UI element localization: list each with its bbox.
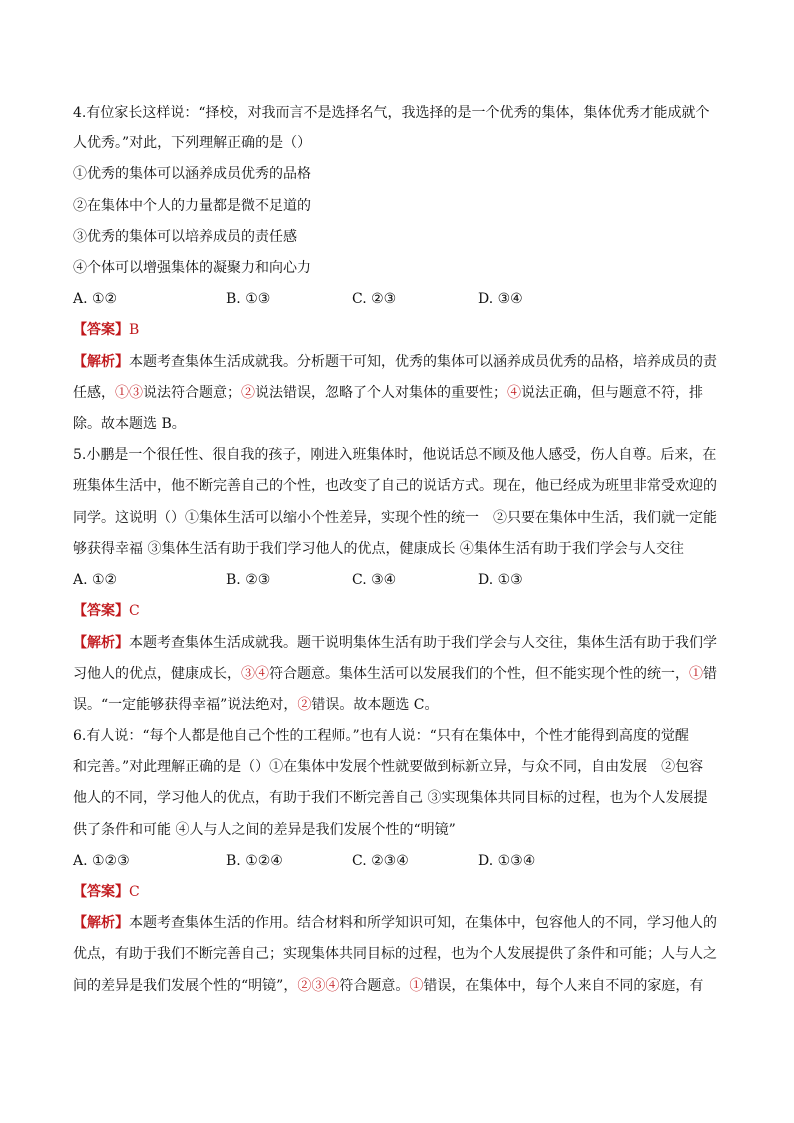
- q4-answer: [73, 321, 139, 339]
- q5-option-c: C. ③④: [352, 572, 397, 588]
- q4-analysis-line-1: [73, 353, 717, 371]
- option-ref: ①: [689, 666, 703, 682]
- q5-option-b: B. ②③: [226, 572, 271, 588]
- answer-tag: 【答案】: [73, 603, 129, 619]
- option-ref: ②: [241, 385, 255, 401]
- q6-stem-line-1: 6.有人说：“每个人都是他自己个性的工程师。”也有人说：“只有在集体中，个性才能得到高度的觉醒: [73, 728, 689, 744]
- q4-option-c: C. ②③: [352, 291, 397, 307]
- analysis-text: 错误。故本题选 C。: [311, 697, 439, 713]
- q6-analysis-line-3: [73, 977, 703, 995]
- analysis-text: 错: [703, 666, 717, 682]
- q5-stem-line-2: 班集体生活中，他不断完善自己的个性，也改变了自己的说话方式。现在，他已经成为班里非常受欢迎的: [73, 478, 717, 494]
- q4-statement-4: ④个体可以增强集体的凝聚力和向心力: [73, 260, 311, 276]
- option-ref: ③④: [241, 666, 269, 682]
- q6-analysis-line-1: [73, 914, 717, 932]
- option-ref: ①: [409, 978, 424, 994]
- q6-option-a: A. ①②③: [73, 853, 130, 869]
- q6-stem-line-3: 他人的不同，学习他人的优点，有助于我们不断完善自己 ③实现集体共同目标的过程，也为个人发展提: [73, 790, 708, 806]
- q4-statement-1: ①优秀的集体可以涵养成员优秀的品格: [73, 166, 311, 182]
- q5-analysis-line-3: [73, 696, 439, 714]
- analysis-tag: 【解析】: [73, 635, 129, 651]
- analysis-text: 说法错误，忽略了个人对集体的重要性；: [255, 385, 507, 401]
- option-ref: ②③④: [297, 978, 340, 994]
- q4-analysis-line-3: 除。故本题选 B。: [73, 416, 186, 432]
- q5-analysis-line-2: [73, 665, 717, 683]
- answer-value: C: [129, 603, 140, 619]
- answer-value: C: [129, 884, 140, 900]
- analysis-text: 符合题意。: [339, 978, 410, 994]
- answer-tag: 【答案】: [73, 322, 129, 338]
- answer-value: B: [129, 322, 140, 338]
- analysis-text: 本题考查集体生活成就我。分析题干可知，优秀的集体可以涵养成员优秀的品格，培养成员的责: [129, 354, 717, 370]
- analysis-text: 错误，在集体中，每个人来自不同的家庭，有: [423, 978, 704, 994]
- q5-stem-line-1: 5.小鹏是一个很任性、很自我的孩子，刚进入班集体时，他说话总不顾及他人感受，伤人自尊。后来，在: [73, 447, 717, 463]
- analysis-text: 误。“一定能够获得幸福”说法绝对，: [73, 697, 298, 713]
- q6-option-b: B. ①②④: [226, 853, 283, 869]
- q5-stem-line-3: 同学。这说明（）①集体生活可以缩小个性差异，实现个性的统一 ②只要在集体中生活，我们就一定能: [73, 510, 717, 526]
- q5-answer: [73, 602, 140, 620]
- q6-stem-line-4: 供了条件和可能 ④人与人之间的差异是我们发展个性的“明镜”: [73, 822, 456, 838]
- q4-stem-line-2: 人优秀。”对此，下列理解正确的是（）: [73, 135, 312, 151]
- option-ref: ①③: [115, 385, 143, 401]
- analysis-text: 说法正确，但与题意不符，排: [521, 385, 703, 401]
- option-ref: ②: [297, 697, 312, 713]
- analysis-tag: 【解析】: [73, 915, 129, 931]
- q6-answer: [73, 883, 140, 901]
- q5-option-a: A. ①②: [73, 572, 118, 588]
- q4-statement-2: ②在集体中个人的力量都是微不足道的: [73, 198, 311, 214]
- analysis-text: 任感，: [73, 385, 115, 401]
- analysis-text: 习他人的优点，健康成长，: [73, 666, 241, 682]
- analysis-text: 间的差异是我们发展个性的“明镜”，: [73, 978, 298, 994]
- analysis-text: 符合题意。集体生活可以发展我们的个性，但不能实现个性的统一，: [269, 666, 689, 682]
- q4-statement-3: ③优秀的集体可以培养成员的责任感: [73, 229, 297, 245]
- analysis-text: 本题考查集体生活成就我。题干说明集体生活有助于我们学会与人交往，集体生活有助于我们学: [129, 635, 717, 651]
- q4-option-a: A. ①②: [73, 291, 118, 307]
- analysis-text: 本题考查集体生活的作用。结合材料和所学知识可知，在集体中，包容他人的不同，学习他人的: [129, 915, 717, 931]
- analysis-tag: 【解析】: [73, 354, 129, 370]
- q6-stem-line-2: 和完善。”对此理解正确的是（）①在集体中发展个性就要做到标新立异，与众不同，自由发展 ②包容: [73, 759, 704, 775]
- q4-option-b: B. ①③: [226, 291, 271, 307]
- q6-analysis-line-2: 优点，有助于我们不断完善自己；实现集体共同目标的过程，也为个人发展提供了条件和可能；人与人之: [73, 946, 717, 962]
- q6-option-c: C. ②③④: [352, 853, 409, 869]
- q5-stem-line-4: 够获得幸福 ③集体生活有助于我们学习他人的优点，健康成长 ④集体生活有助于我们学会与人交往: [73, 541, 684, 557]
- q4-analysis-line-2: [73, 384, 703, 402]
- q4-stem-line-1: 4.有位家长这样说：“择校，对我而言不是选择名气，我选择的是一个优秀的集体，集体优秀才能成就个: [73, 105, 710, 121]
- q5-analysis-line-1: [73, 634, 717, 652]
- q6-option-d: D. ①③④: [478, 853, 536, 869]
- answer-tag: 【答案】: [73, 884, 129, 900]
- analysis-text: 说法符合题意；: [143, 385, 241, 401]
- q5-option-d: D. ①③: [478, 572, 523, 588]
- q4-option-d: D. ③④: [478, 291, 523, 307]
- option-ref: ④: [507, 385, 521, 401]
